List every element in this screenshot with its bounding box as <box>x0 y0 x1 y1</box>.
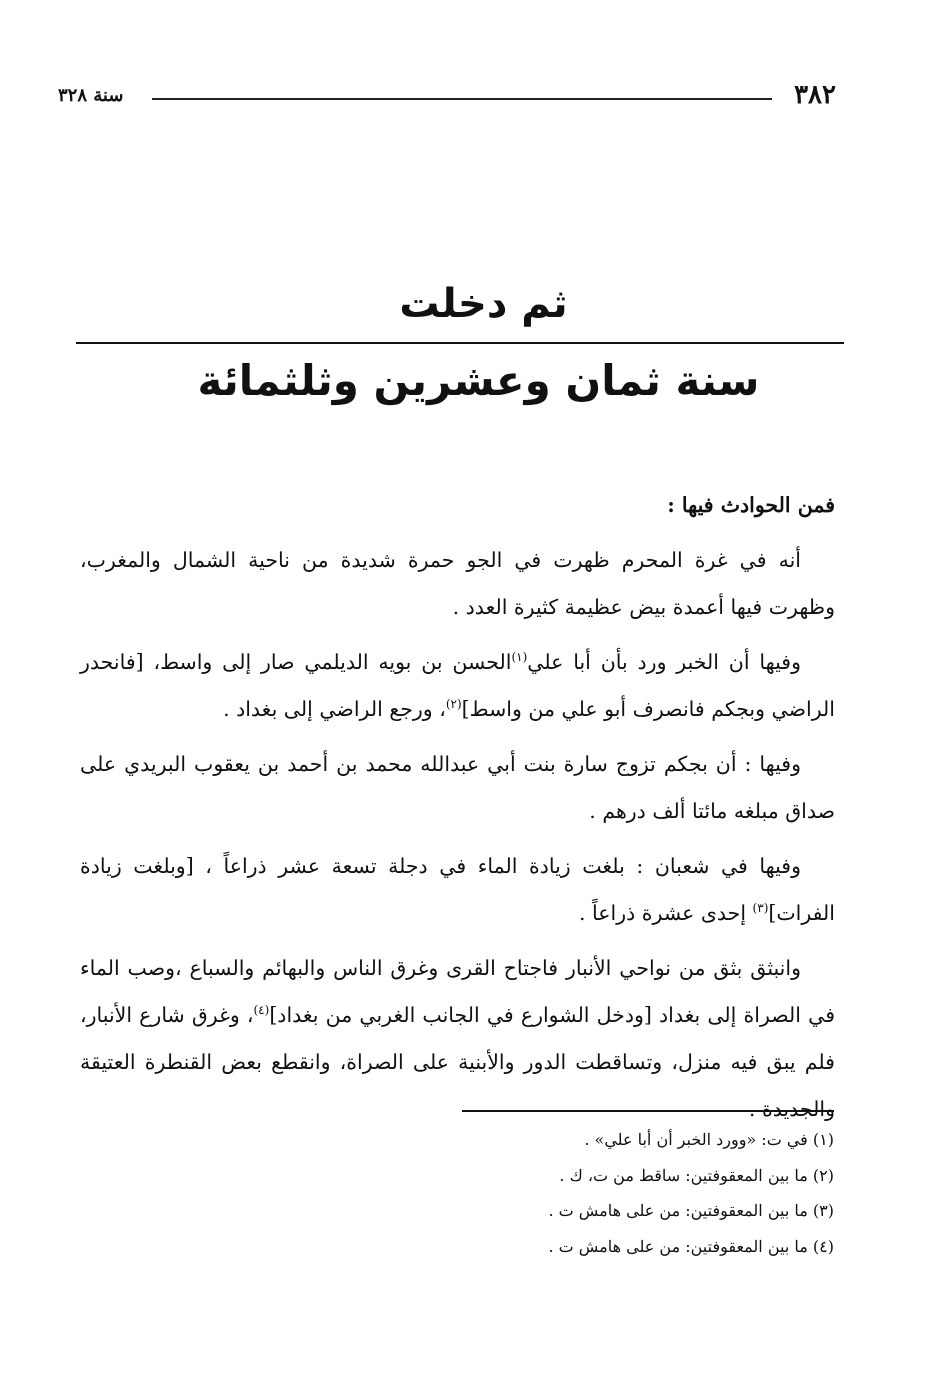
footnotes <box>314 1122 834 1264</box>
page-number: ٣٨٢ <box>794 80 836 110</box>
footnote-4: (٤) ما بين المعقوفتين: من على هامش ت . <box>548 1236 834 1256</box>
paragraph-text: وفيها أن الخبر ورد بأن أبا علي <box>527 650 801 674</box>
running-title: سنة ٣٢٨ <box>58 85 124 106</box>
paragraph-text: وفيها : أن بجكم تزوج سارة بنت أبي عبدالله محمد بن أحمد بن يعقوب البريدي على صداق مبلغه مائتا ألف درهم . <box>80 752 835 823</box>
footnote-ref-3[interactable]: (٣) <box>752 901 769 916</box>
paragraph-5 <box>80 945 835 1133</box>
running-header <box>58 78 836 118</box>
paragraph-text: وانبثق بثق من نواحي الأنبار فاجتاح القرى وغرق الناس والبهائم والسباع ،وصب الماء في الصراة إلى بغداد [ودخل الشوارع في الجانب الغربي من بغداد] <box>80 956 835 1027</box>
footnote-2: (٢) ما بين المعقوفتين: ساقط من ت، ك . <box>559 1165 834 1185</box>
section-lead: فمن الحوادث فيها : <box>667 493 835 517</box>
body-text <box>80 482 835 1141</box>
paragraph-text: إحدى عشرة ذراعاً . <box>579 901 753 925</box>
paragraph-text: ، ورجع الراضي إلى بغداد . <box>223 697 446 721</box>
paragraph-2 <box>80 639 835 733</box>
chapter-heading-rule <box>76 342 844 344</box>
paragraph-text: الحسن بن بويه الديلمي صار إلى واسط، [فانحدر الراضي وبجكم فانصرف أبو علي من واسط] <box>80 650 835 721</box>
paragraph-3 <box>80 741 835 835</box>
footnote-ref-4[interactable]: (٤) <box>253 1003 270 1018</box>
chapter-heading-main: سنة ثمان وعشرين وثلثمائة <box>197 356 760 405</box>
footnote-3: (٣) ما بين المعقوفتين: من على هامش ت . <box>548 1201 834 1220</box>
paragraph-text: وفيها في شعبان : بلغت زيادة الماء في دجلة تسعة عشر ذراعاً ، [وبلغت زيادة الفرات] <box>80 854 835 925</box>
paragraph-1 <box>80 537 835 631</box>
footnote-1: (١) في ت: «وورد الخبر أن أبا علي» . <box>584 1130 834 1149</box>
footnote-ref-2[interactable]: (٢) <box>445 697 462 712</box>
chapter-heading-top: ثم دخلت <box>399 281 568 327</box>
paragraph-4 <box>80 843 835 937</box>
paragraph-text: ، وغرق شارع الأنبار، فلم يبق فيه منزل، وتساقطت الدور والأبنية على الصراة، وانقطع بعض القنطرة العتيقة والجديدة . <box>80 1003 835 1121</box>
paragraph-text: أنه في غرة المحرم ظهرت في الجو حمرة شديدة من ناحية الشمال والمغرب، وظهرت فيها أعمدة بيض عظيمة كثيرة العدد . <box>80 548 835 619</box>
footnote-rule <box>462 1110 834 1112</box>
footnote-ref-1[interactable]: (١) <box>511 650 528 665</box>
header-rule <box>152 98 772 100</box>
